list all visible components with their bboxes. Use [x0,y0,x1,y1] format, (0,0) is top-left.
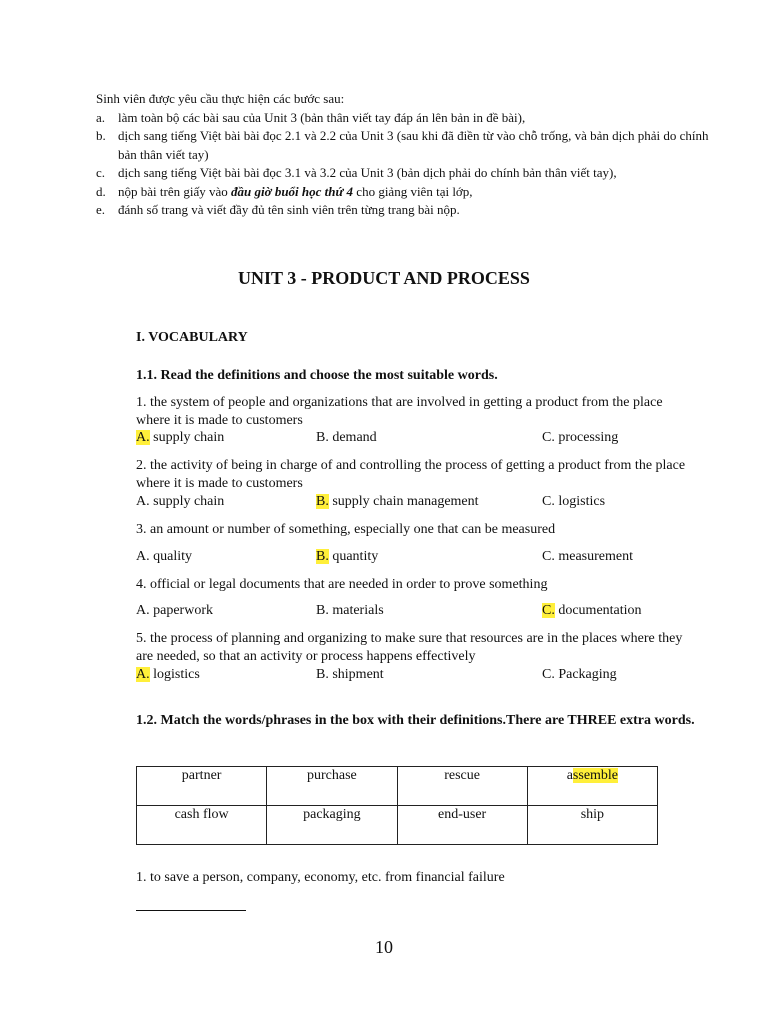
instructions-intro: Sinh viên được yêu cầu thực hiện các bước sau: [96,91,345,106]
word-box-cell-highlighted [527,767,657,806]
question-3-options [136,549,696,567]
option-letter: A. [136,549,150,564]
instruction-text [118,183,726,202]
option-c [542,603,642,619]
match-question-1-text: 1. to save a person, company, economy, etc. from financial failure [136,870,505,885]
option-letter: C. [542,549,555,564]
option-c [542,549,633,565]
option-letter-selected: B. [316,549,329,564]
option-word: quantity [328,549,379,564]
word-plain-part: a [566,768,573,783]
option-letter: C. [542,667,555,682]
word-box-cell: purchase [267,767,397,806]
instruction-text: dịch sang tiếng Việt bài bài đọc 2.1 và 2.2 của Unit 3 (sau khi đã điền từ vào chỗ trống, và bản dịch phải do chính bản thân viết tay) [118,128,709,162]
instruction-text: đánh số trang và viết đầy đủ tên sinh viên trên từng trang bài nộp. [118,202,460,217]
option-word: quality [149,549,193,564]
option-b [316,430,377,446]
option-word: processing [554,430,619,445]
option-word: logistics [554,494,606,509]
instruction-text: làm toàn bộ các bài sau của Unit 3 (bản thân viết tay đáp án lên bản in đề bài), [118,109,526,125]
option-letter-selected: B. [316,494,329,509]
word-box-table [136,766,658,845]
option-b [316,603,384,619]
option-b [316,494,479,510]
option-a [136,549,192,565]
instruction-item-d [96,183,726,202]
question-4-options [136,603,696,621]
option-letter-selected: C. [542,603,555,618]
option-letter: B. [316,430,329,445]
option-a [136,603,213,619]
instruction-item-c [96,164,726,183]
exercise-1-2-heading: 1.2. Match the words/phrases in the box with their definitions.There are THREE extra words. [136,713,695,728]
answer-blank-line[interactable] [136,910,246,911]
instruction-label: c. [96,165,106,180]
section-vocabulary-heading: I. VOCABULARY [136,330,248,345]
question-4-text: 4. official or legal documents that are needed in order to prove something [136,577,548,592]
word-box-row [137,767,658,806]
word-box-row [137,806,658,845]
option-word: supply chain management [328,494,479,509]
option-letter: C. [542,494,555,509]
instruction-emphasis: đầu giờ buổi học thứ 4 [231,183,354,199]
word-box-cell: rescue [397,767,527,806]
word-box-cell: end-user [397,806,527,845]
question-2-options [136,494,696,512]
option-word: shipment [328,667,384,682]
option-word: supply chain [149,494,225,509]
option-c [542,494,605,510]
option-a [136,494,224,510]
instruction-text: dịch sang tiếng Việt bài bài đọc 3.1 và 3.2 của Unit 3 (bản dịch phải do chính bản thân viết tay), [118,165,617,180]
instruction-label: a. [96,109,106,125]
option-letter: A. [136,603,150,618]
option-word: Packaging [554,667,617,682]
page-number: 10 [375,937,393,957]
instruction-label: b. [96,128,106,143]
option-letter-selected: A. [136,430,150,445]
instruction-text-after: cho giảng viên tại lớp, [353,183,473,199]
question-5-options [136,667,696,685]
option-c [542,430,618,446]
option-letter: B. [316,667,329,682]
word-box-cell: partner [137,767,267,806]
word-box-cell: packaging [267,806,397,845]
question-5-text: 5. the process of planning and organizing to make sure that resources are in the places where they are needed, so that an activity or process happens effectively [136,631,683,664]
option-c [542,667,617,683]
option-word: materials [328,603,384,618]
question-2-text: 2. the activity of being in charge of and controlling the process of getting a product from the place where it is made to customers [136,458,686,491]
option-word: paperwork [149,603,213,618]
instruction-text-before: nộp bài trên giấy vào [118,183,231,199]
option-word: measurement [554,549,633,564]
instruction-label: e. [96,202,106,217]
option-word: demand [328,430,377,445]
option-letter: C. [542,430,555,445]
instruction-label: d. [96,183,106,199]
instruction-item-e [96,201,726,220]
option-letter: A. [136,494,150,509]
option-letter-selected: A. [136,667,150,682]
option-word: supply chain [149,430,225,445]
option-a [136,430,224,446]
option-word: documentation [554,603,642,618]
word-highlighted-part: ssemble [572,768,619,783]
question-1-text: 1. the system of people and organizations that are involved in getting a product from the place where it is made to customers [136,395,663,428]
option-letter: B. [316,603,329,618]
option-a [136,667,200,683]
question-1-options [136,430,696,448]
word-box-cell: cash flow [137,806,267,845]
instruction-item-b [96,127,726,164]
instructions-block [96,90,726,220]
word-box-cell: ship [527,806,657,845]
option-b [316,667,384,683]
unit-title: UNIT 3 - PRODUCT AND PROCESS [238,268,530,288]
instruction-item-a [96,109,726,128]
option-word: logistics [149,667,200,682]
question-3-text: 3. an amount or number of something, especially one that can be measured [136,522,556,537]
exercise-1-1-heading: 1.1. Read the definitions and choose the most suitable words. [136,368,498,383]
option-b [316,549,378,565]
